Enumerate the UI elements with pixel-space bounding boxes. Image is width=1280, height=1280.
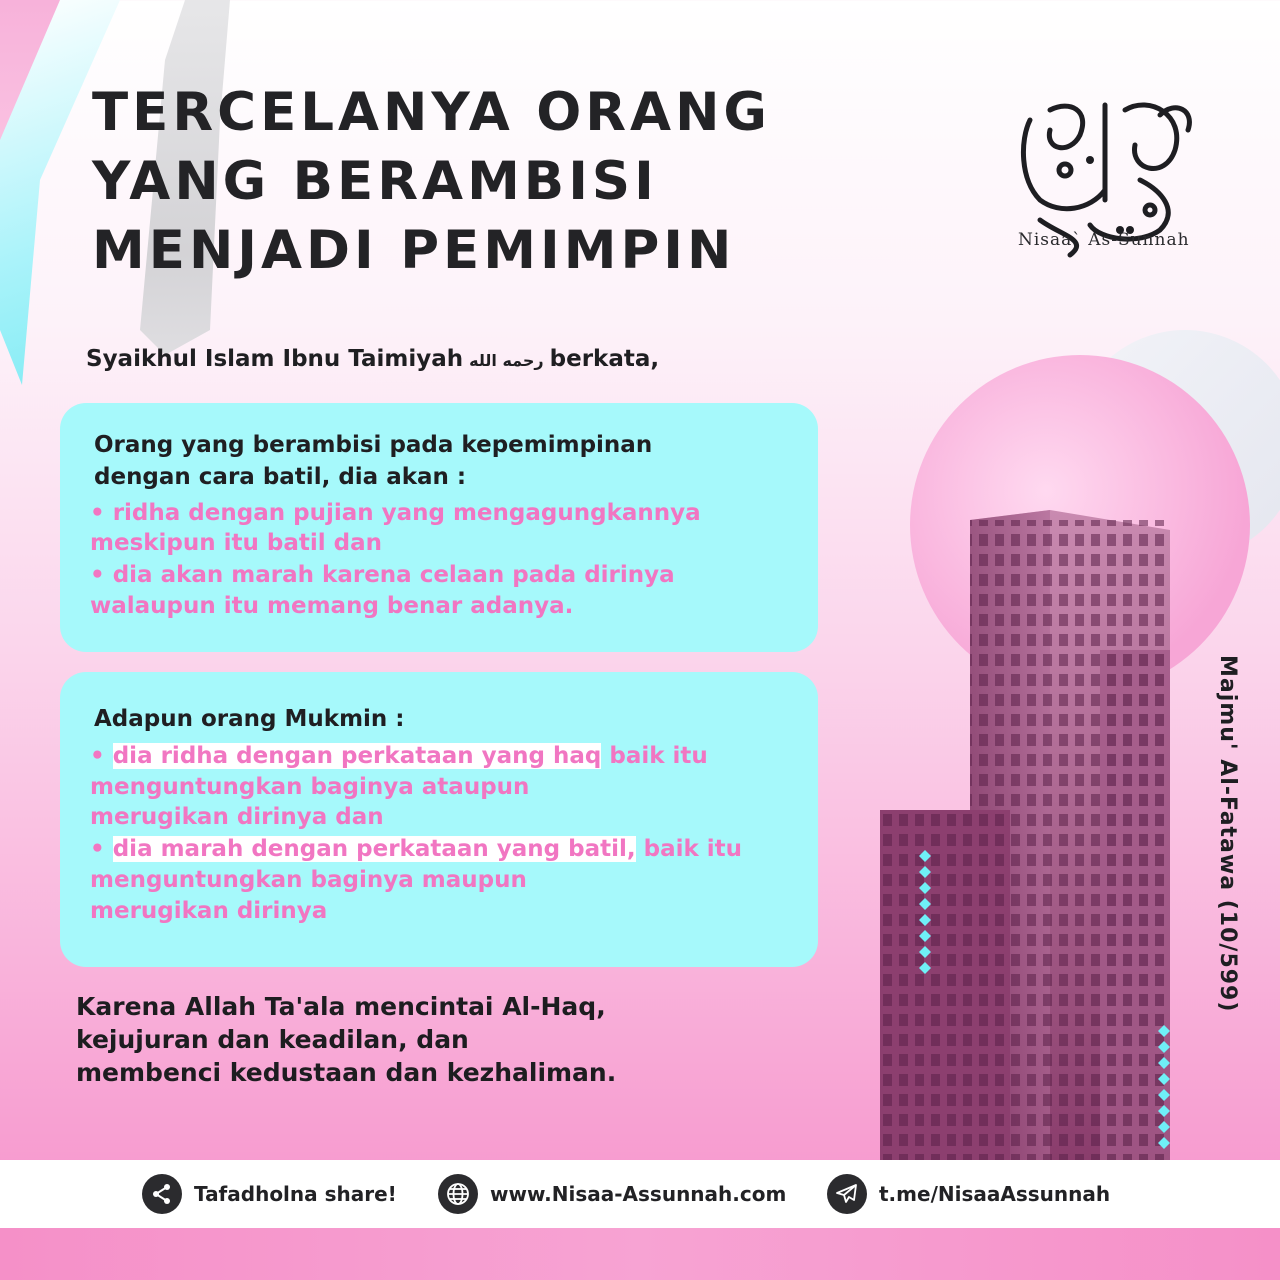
closing-line: Karena Allah Ta'ala mencintai Al-Haq,	[76, 992, 606, 1021]
globe-icon	[438, 1174, 478, 1214]
intro-before: Syaikhul Islam Ibnu Taimiyah	[86, 346, 464, 372]
website-link[interactable]	[438, 1174, 786, 1214]
website-label: www.Nisaa-Assunnah.com	[490, 1182, 787, 1206]
building-illustration	[880, 510, 1200, 1160]
closing-line: kejujuran dan keadilan, dan	[76, 1025, 469, 1054]
page-title	[92, 78, 892, 285]
point-rest: baik itu	[601, 743, 708, 769]
box2-point-line: menguntungkan baginya maupun	[90, 867, 527, 893]
bullet: •	[90, 836, 113, 862]
share-icon	[142, 1174, 182, 1214]
highlighted-text: dia ridha dengan perkataan yang haq	[112, 743, 602, 769]
title-line: TERCELANYA ORANG	[92, 82, 771, 143]
share-label: Tafadholna share!	[194, 1182, 397, 1206]
point-rest: baik itu	[635, 836, 743, 862]
footer-bar	[0, 1160, 1280, 1228]
box1-point-line: walaupun itu memang benar adanya.	[90, 593, 574, 619]
box1-point-line: • ridha dengan pujian yang mengagungkannya	[90, 500, 701, 526]
box2-point-line: merugikan dirinya	[90, 898, 328, 924]
bullet: •	[90, 743, 113, 769]
footer-pink-strip	[0, 1228, 1280, 1280]
box2-heading: Adapun orang Mukmin :	[94, 706, 405, 732]
box1-point-line: • dia akan marah karena celaan pada dirinya	[90, 562, 675, 588]
box1-point-line: meskipun itu batil dan	[90, 530, 383, 556]
reference-citation: Majmu' Al-Fatawa (10/599)	[1215, 655, 1240, 1013]
intro-line	[86, 346, 659, 372]
box1-heading-line: dengan cara batil, dia akan :	[94, 464, 467, 490]
box2-point-line	[90, 741, 708, 772]
telegram-label: t.me/NisaaAssunnah	[879, 1182, 1111, 1206]
telegram-icon	[827, 1174, 867, 1214]
quote-box-ambitious	[60, 403, 818, 652]
title-line: MENJADI PEMIMPIN	[92, 220, 736, 281]
title-line: YANG BERAMBISI	[92, 151, 658, 212]
closing-line: membenci kedustaan dan kezhaliman.	[76, 1058, 617, 1087]
box2-point-line: merugikan dirinya dan	[90, 804, 384, 830]
box2-point-line	[90, 834, 742, 865]
share-link[interactable]	[142, 1174, 397, 1214]
telegram-link[interactable]	[827, 1174, 1110, 1214]
box2-point-line: menguntungkan baginya ataupun	[90, 774, 530, 800]
highlighted-text: dia marah dengan perkataan yang batil,	[112, 836, 636, 862]
logo-wordmark: Nisaa` As-Sunnah	[1018, 230, 1190, 250]
quote-box-mukmin	[60, 672, 818, 967]
box1-heading-line: Orang yang berambisi pada kepemimpinan	[94, 432, 653, 458]
intro-arabic: رحمه الله	[469, 351, 544, 370]
closing-statement	[76, 990, 616, 1089]
intro-after: berkata,	[549, 346, 660, 372]
